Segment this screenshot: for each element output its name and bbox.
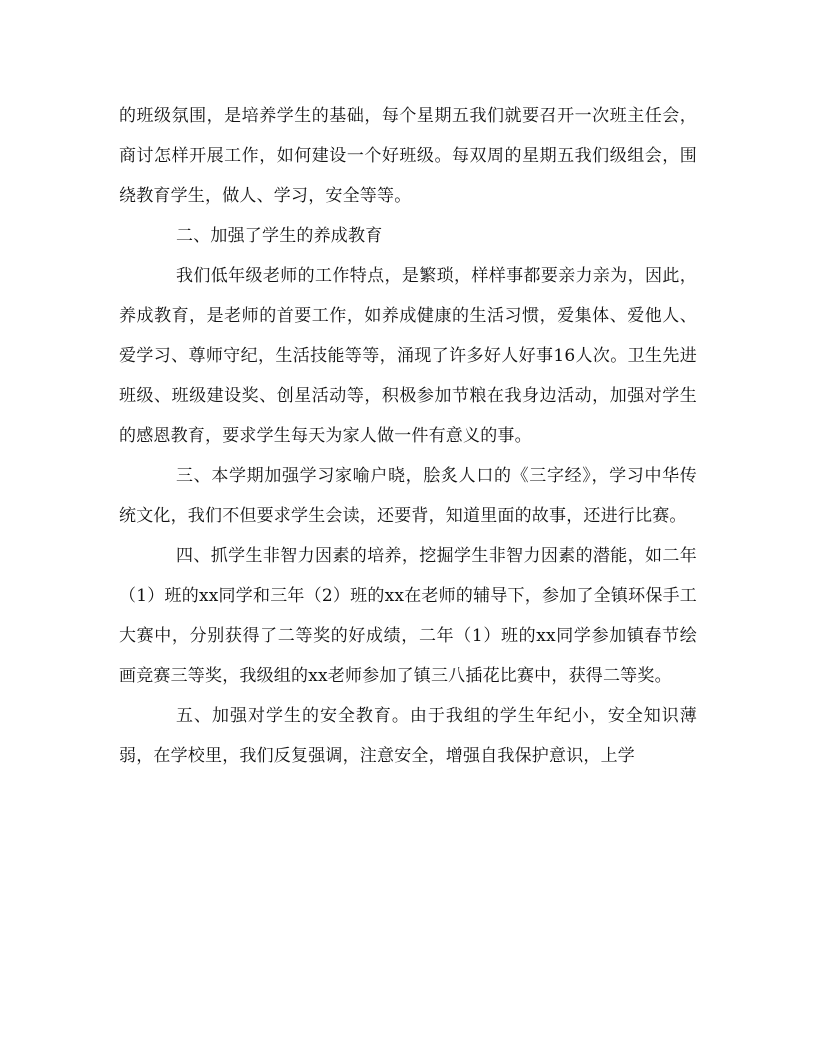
paragraph-continuation: 的班级氛围，是培养学生的基础，每个星期五我们就要召开一次班主任会，商讨怎样开展工作，如何建设一个好班级。每双周的星期五我们级组会，围绕教育学生，做人、学习，安全等等。 (119, 106, 697, 206)
paragraph-three-character-classic: 三、本学期加强学习家喻户晓，脍炙人口的《三字经》，学习中华传统文化，我们不但要求学生会读，还要背，知道里面的故事，还进行比赛。 (119, 466, 697, 526)
paragraph-habit-education: 我们低年级老师的工作特点，是繁琐，样样事都要亲力亲为，因此，养成教育，是老师的首要工作，如养成健康的生活习惯，爱集体、爱他人、爱学习、尊师守纪，生活技能等等，涌现了许多好人好事16人次。卫生先进班级、班级建设奖、创星活动等，积极参加节粮在我身边活动，加强对学生的感恩教育，要求学生每天为家人做一件有意义的事。 (119, 266, 697, 446)
paragraph-non-intellectual-factors: 四、抓学生非智力因素的培养，挖掘学生非智力因素的潜能，如二年（1）班的xx同学和三年（2）班的xx在老师的辅导下，参加了全镇环保手工大赛中，分别获得了二等奖的好成绩，二年（1）班的xx同学参加镇春节绘画竞赛三等奖，我级组的xx老师参加了镇三八插花比赛中，获得二等奖。 (119, 546, 697, 686)
section-heading-2: 二、加强了学生的养成教育 (176, 226, 383, 246)
document-body (119, 96, 697, 776)
paragraph-safety-education: 五、加强对学生的安全教育。由于我组的学生年纪小，安全知识薄弱，在学校里，我们反复强调，注意安全，增强自我保护意识，上学 (119, 706, 697, 766)
